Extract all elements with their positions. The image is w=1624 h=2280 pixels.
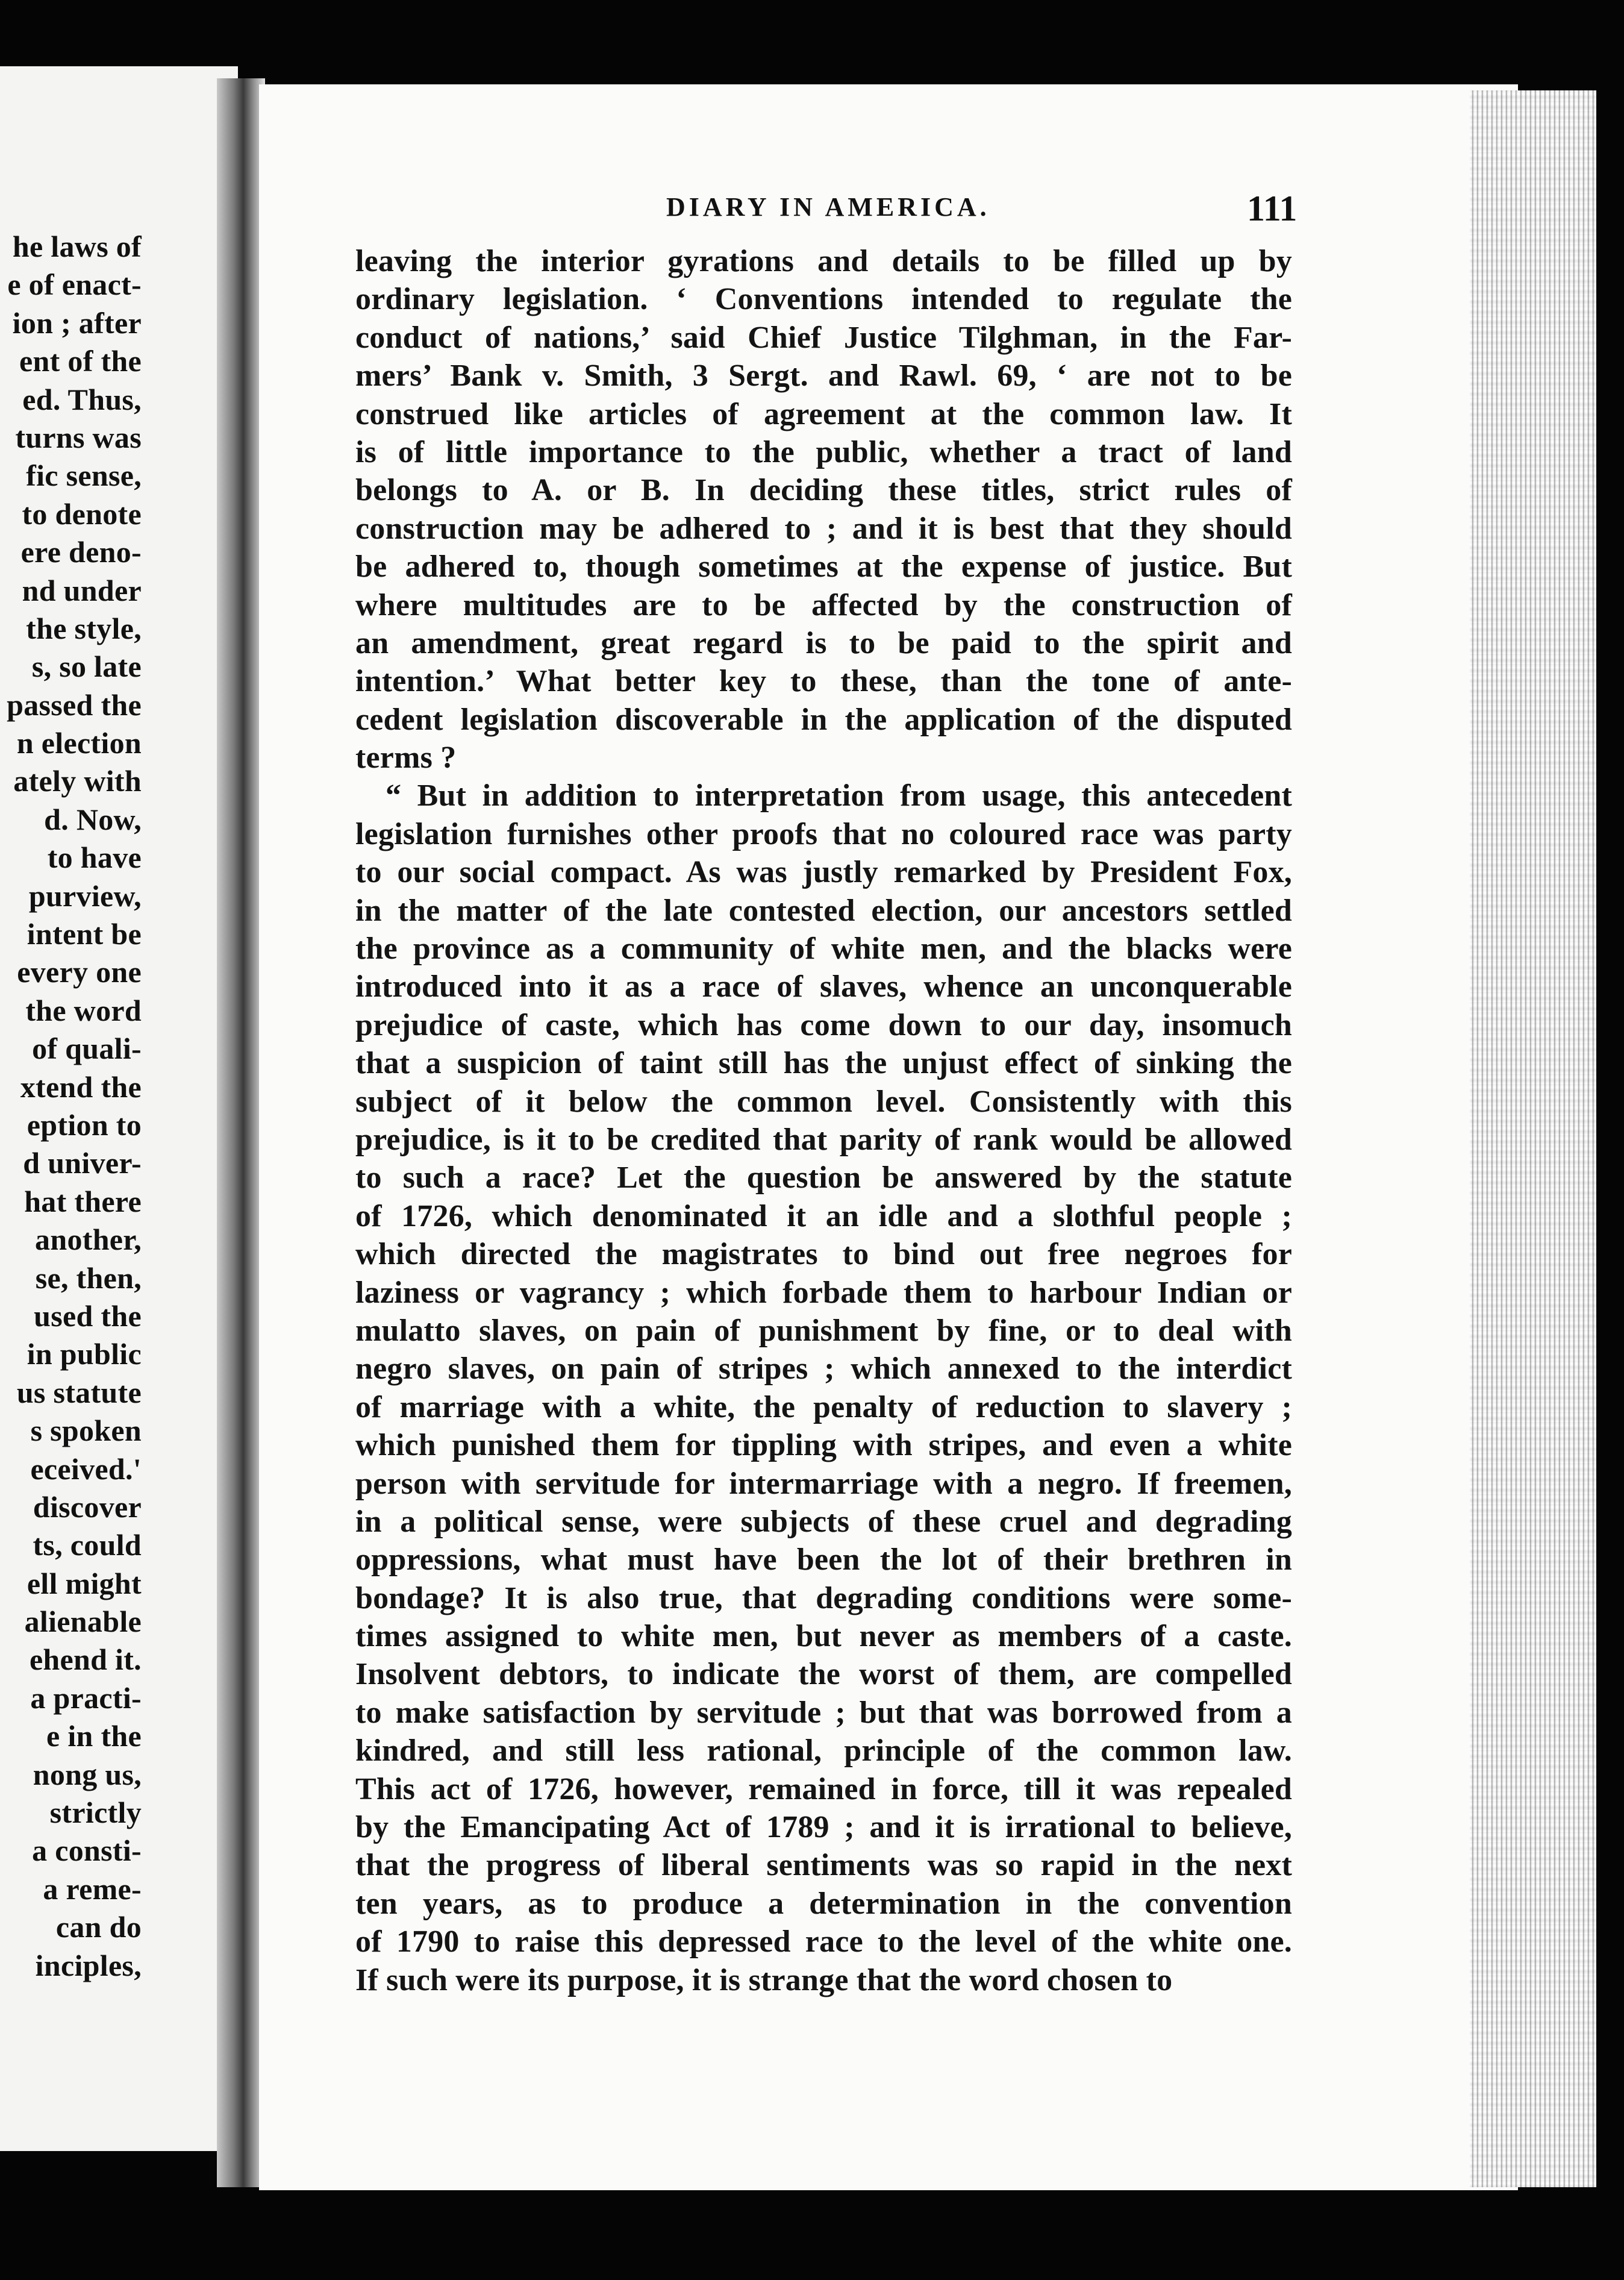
facing-text-line: he laws of [12,230,142,263]
page-edges [1470,90,1596,2187]
text-line: mulatto slaves, on pain of punishment by fine, or to deal with [355,1313,1292,1348]
text-line: belongs to A. or B. In deciding these titles, strict rules of [355,473,1292,508]
text-line: If such were its purpose, it is strange that the word chosen to [355,1962,1173,1997]
facing-text-line: to have [47,841,142,875]
text-line: negro slaves, on pain of stripes ; which annexed to the interdict [355,1351,1292,1386]
text-line: legislation furnishes other proofs that no coloured race was party [355,816,1292,851]
text-line: ten years, as to produce a determination in the convention [355,1886,1292,1921]
facing-text-line: xtend the [20,1070,142,1104]
text-line: times assigned to white men, but never as members of a caste. [355,1619,1292,1654]
text-line: construction may be adhered to ; and it is best that they should [355,511,1292,546]
text-line: in a political sense, were subjects of these cruel and degrading [355,1504,1292,1539]
facing-text-line: intent be [27,917,142,951]
page-number: 111 [1247,189,1298,228]
book-gutter [217,78,265,2187]
text-line: that a suspicion of taint still has the unjust effect of sinking the [355,1046,1292,1081]
facing-text-line: ed. Thus, [22,382,142,416]
facing-text-line: nd under [22,573,142,607]
text-line: Insolvent debtors, to indicate the worst of them, are compelled [355,1657,1292,1692]
facing-text-line: a consti- [32,1834,142,1868]
text-line: to such a race? Let the question be answered by the statute [355,1160,1292,1195]
text-line: by the Emancipating Act of 1789 ; and it is irrational to believe, [355,1810,1292,1845]
facing-text-line: d univer- [23,1146,142,1180]
facing-text-line: e of enact- [7,268,142,302]
facing-text-line: inciples, [35,1948,142,1982]
body-text [355,242,1292,1999]
text-line: in the matter of the late contested election, our ancestors settled [355,893,1292,928]
text-line: subject of it below the common level. Consistently with this [355,1084,1292,1119]
text-line: of marriage with a white, the penalty of reduction to slavery ; [355,1389,1292,1424]
text-line: person with servitude for intermarriage with a negro. If freemen, [355,1466,1292,1501]
text-line: be adhered to, though sometimes at the expense of justice. But [355,550,1292,584]
facing-text-line: passed the [7,687,142,722]
text-line: construed like articles of agreement at the common law. It [355,396,1292,431]
facing-text-line: ately with [13,764,142,798]
facing-text-line: can do [55,1910,142,1944]
facing-text-line: eption to [27,1107,142,1142]
page [259,84,1518,2190]
text-line: laziness or vagrancy ; which forbade them to harbour Indian or [355,1275,1292,1310]
facing-text-line: hat there [24,1184,142,1218]
facing-text-line: in public [27,1337,142,1371]
facing-text-line: us statute [16,1375,142,1409]
facing-page-text [0,228,238,1985]
facing-text-line: ent of the [19,344,142,378]
facing-text-line: turns was [15,420,142,454]
text-line: “ But in addition to interpretation from usage, this antecedent [386,778,1292,813]
text-line: terms ? [355,741,457,775]
facing-text-line: n election [16,726,142,760]
text-line: which punished them for tippling with stripes, and even a white [355,1428,1292,1463]
facing-text-line: ts, could [33,1528,142,1562]
facing-text-line: to denote [22,496,142,531]
facing-text-line: strictly [49,1796,142,1830]
text-line: cedent legislation discoverable in the application of the disputed [355,702,1292,737]
facing-text-line: the word [25,993,142,1027]
facing-text-line: ell might [27,1566,142,1600]
text-line: is of little importance to the public, whether a tract of land [355,434,1292,469]
facing-text-line: a practi- [30,1680,142,1715]
facing-text-line: used the [34,1298,142,1333]
running-head-title: DIARY IN AMERICA. [666,192,990,222]
running-head [259,189,1518,240]
facing-text-line: d. Now, [44,802,142,836]
text-line: introduced into it as a race of slaves, whence an unconquerable [355,969,1292,1004]
facing-text-line: a reme- [43,1871,142,1906]
facing-text-line: se, then, [35,1261,142,1295]
text-line: bondage? It is also true, that degrading conditions were some- [355,1580,1292,1615]
text-line: mers’ Bank v. Smith, 3 Sergt. and Rawl. 69, ‘ are not to be [355,359,1292,393]
text-line: of 1726, which denominated it an idle and a slothful people ; [355,1198,1292,1233]
facing-text-line: nong us, [33,1757,142,1791]
facing-text-line: s spoken [30,1414,142,1448]
text-line: leaving the interior gyrations and details to be filled up by [355,244,1292,278]
text-line: to our social compact. As was justly remarked by President Fox, [355,855,1292,890]
text-line: the province as a community of white men, and the blacks were [355,932,1292,966]
facing-text-line: ere deno- [20,535,142,569]
facing-text-line: purview, [28,878,142,913]
text-line: ordinary legislation. ‘ Conventions intended to regulate the [355,282,1292,317]
facing-text-line: s, so late [31,650,142,684]
text-line: of 1790 to raise this depressed race to the level of the white one. [355,1925,1292,1959]
text-line: conduct of nations,’ said Chief Justice Tilghman, in the Far- [355,320,1292,355]
text-line: where multitudes are to be affected by the construction of [355,587,1292,622]
facing-text-line: the style, [26,611,142,645]
facing-text-line: alienable [24,1605,142,1639]
facing-text-line: discover [33,1489,142,1524]
text-line: to make satisfaction by servitude ; but that was borrowed from a [355,1695,1292,1730]
facing-text-line: ion ; after [12,305,142,340]
text-line: This act of 1726, however, remained in force, till it was repealed [355,1771,1292,1806]
text-line: which directed the magistrates to bind out free negroes for [355,1237,1292,1272]
facing-text-line: another, [35,1223,142,1257]
facing-page [0,66,238,2151]
text-line: oppressions, what must have been the lot of their brethren in [355,1542,1292,1577]
facing-text-line: of quali- [32,1032,142,1066]
text-line: intention.’ What better key to these, than the tone of ante- [355,664,1292,699]
text-line: prejudice of caste, which has come down to our day, insomuch [355,1007,1292,1042]
facing-text-line: eceived.' [30,1452,142,1486]
facing-text-line: ehend it. [29,1643,142,1677]
facing-text-line: every one [17,955,142,989]
text-line: kindred, and still less rational, principle of the common law. [355,1733,1292,1768]
text-line: that the progress of liberal sentiments was so rapid in the next [355,1848,1292,1883]
facing-text-line: fic sense, [26,459,142,493]
text-line: prejudice, is it to be credited that parity of rank would be allowed [355,1122,1292,1157]
text-line: an amendment, great regard is to be paid to the spirit and [355,625,1292,660]
facing-text-line: e in the [46,1719,142,1753]
